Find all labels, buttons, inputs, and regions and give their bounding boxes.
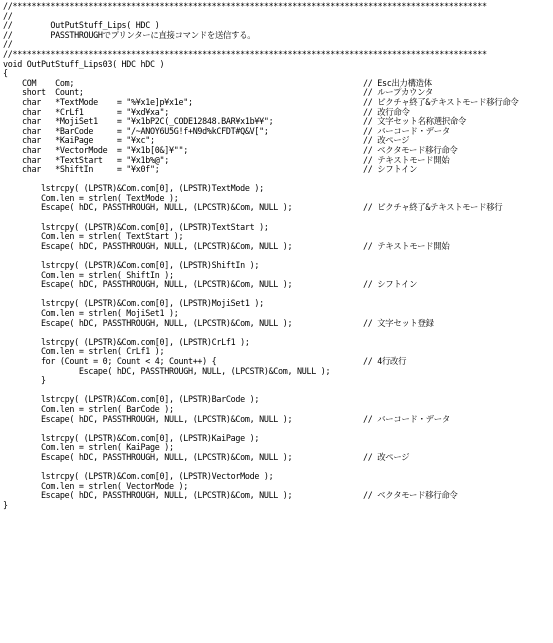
code-text: lstrcpy( (LPSTR)&Com.com[0], (LPSTR)TextMode ); <box>3 183 264 194</box>
code-text: Com.len = strlen( BarCode ); <box>3 403 174 414</box>
code-text: char *MojiSet1 = "¥x1bP2C(_CODE12848.BAR¥x1b¥¥"; <box>3 116 274 127</box>
code-text: char *TextMode = "%¥x1e]p¥x1e"; <box>3 96 193 107</box>
code-text: Escape( hDC, PASSTHROUGH, NULL, (LPCSTR)&Com, NULL ); <box>3 490 293 501</box>
code-text: lstrcpy( (LPSTR)&Com.com[0], (LPSTR)TextStart ); <box>3 221 269 232</box>
code-line <box>3 60 551 70</box>
code-text: //**************************************************************************************************** <box>3 1 487 11</box>
code-listing <box>3 2 551 510</box>
code-text: char *BarCode = "/~ANOY6U5G!f+N9d%kCFDT#Q&V["; <box>3 125 269 136</box>
code-line <box>3 367 551 377</box>
code-text: } <box>3 375 46 386</box>
code-text: lstrcpy( (LPSTR)&Com.com[0], (LPSTR)MojiSet1 ); <box>3 298 264 309</box>
code-text: // <box>3 39 13 50</box>
code-text: // PASSTHROUGHでプリンターに直接コマンドを送信する。 <box>3 29 256 40</box>
code-line <box>3 203 551 213</box>
code-text: lstrcpy( (LPSTR)&Com.com[0], (LPSTR)BarCode ); <box>3 394 260 405</box>
code-text: void OutPutStuff_Lips03( HDC hDC ) <box>3 58 165 69</box>
code-line <box>3 165 551 175</box>
code-line <box>3 79 551 89</box>
code-text: for (Count = 0; Count < 4; Count++) { <box>3 355 217 366</box>
code-line <box>3 453 551 463</box>
code-comment: // 改行命令 <box>363 106 410 117</box>
code-comment: // ピクチャ終了&テキストモード移行 <box>363 202 503 213</box>
code-text: char *TextStart = "¥x1b%@"; <box>3 154 169 165</box>
code-text: Escape( hDC, PASSTHROUGH, NULL, (LPCSTR)&Com, NULL ); <box>3 365 331 376</box>
code-text: Com.len = strlen( TextMode ); <box>3 192 179 203</box>
code-text: // OutPutStuff_Lips( HDC ) <box>3 20 160 31</box>
code-text: lstrcpy( (LPSTR)&Com.com[0], (LPSTR)ShiftIn ); <box>3 260 260 271</box>
code-text: Escape( hDC, PASSTHROUGH, NULL, (LPCSTR)&Com, NULL ); <box>3 451 293 462</box>
code-comment: // テキストモード開始 <box>363 154 450 165</box>
code-text: char *KaiPage = "¥xc"; <box>3 135 155 146</box>
code-comment: // バーコード・データ <box>363 413 450 424</box>
code-comment: // ループカウンタ <box>363 87 433 98</box>
code-line <box>3 2 551 12</box>
code-text: char *ShiftIn = "¥x0f"; <box>3 164 160 175</box>
code-line <box>3 376 551 386</box>
code-text: Com.len = strlen( MojiSet1 ); <box>3 308 179 318</box>
code-text: Com.len = strlen( TextStart ); <box>3 231 184 242</box>
code-text: short Count; <box>3 87 84 98</box>
code-comment: // 改ページ <box>363 135 410 146</box>
code-text: Escape( hDC, PASSTHROUGH, NULL, (LPCSTR)&Com, NULL ); <box>3 413 293 424</box>
code-comment: // 文字セット登録 <box>363 317 434 328</box>
code-text: Escape( hDC, PASSTHROUGH, NULL, (LPCSTR)&Com, NULL ); <box>3 279 293 290</box>
code-text: Com.len = strlen( CrLf1 ); <box>3 346 165 357</box>
code-comment: // Esc出力構造体 <box>363 77 432 88</box>
code-text: { <box>3 68 8 79</box>
code-text: Com.len = strlen( ShiftIn ); <box>3 269 174 280</box>
code-comment: // ピクチャ終了&テキストモード移行命令 <box>363 96 519 107</box>
code-line <box>3 242 551 252</box>
code-text: Escape( hDC, PASSTHROUGH, NULL, (LPCSTR)&Com, NULL ); <box>3 317 293 328</box>
code-text: //**************************************************************************************************** <box>3 48 487 59</box>
code-text: lstrcpy( (LPSTR)&Com.com[0], (LPSTR)CrLf1 ); <box>3 336 250 347</box>
code-text: lstrcpy( (LPSTR)&Com.com[0], (LPSTR)KaiPage ); <box>3 432 260 443</box>
code-text: } <box>3 499 8 510</box>
code-comment: // 改ページ <box>363 451 410 462</box>
code-text: Escape( hDC, PASSTHROUGH, NULL, (LPCSTR)&Com, NULL ); <box>3 240 293 251</box>
code-line <box>3 501 551 511</box>
code-comment: // シフトイン <box>363 164 418 175</box>
code-comment: // ベクタモード移行命令 <box>363 144 458 155</box>
code-text: lstrcpy( (LPSTR)&Com.com[0], (LPSTR)VectorMode ); <box>3 471 274 482</box>
code-line <box>3 31 551 41</box>
code-text: Escape( hDC, PASSTHROUGH, NULL, (LPCSTR)&Com, NULL ); <box>3 202 293 213</box>
code-comment: // バーコード・データ <box>363 125 450 136</box>
code-line <box>3 319 551 329</box>
code-text: char *CrLf1 = "¥xd¥xa"; <box>3 106 169 117</box>
code-line <box>3 280 551 290</box>
code-text: Com.len = strlen( KaiPage ); <box>3 442 174 453</box>
code-text: // <box>3 10 13 21</box>
code-comment: // テキストモード開始 <box>363 240 450 251</box>
code-line <box>3 415 551 425</box>
code-line <box>3 491 551 501</box>
code-line <box>3 69 551 79</box>
code-text: Com.len = strlen( VectorMode ); <box>3 480 188 491</box>
code-text: COM Com; <box>3 77 75 88</box>
code-comment: // ベクタモード移行命令 <box>363 490 458 501</box>
code-comment: // 4行改行 <box>363 355 407 366</box>
code-comment: // シフトイン <box>363 279 418 290</box>
code-text: char *VectorMode = "¥x1b[0&]¥""; <box>3 144 188 155</box>
code-comment: // 文字セット名称選択命令 <box>363 116 467 127</box>
